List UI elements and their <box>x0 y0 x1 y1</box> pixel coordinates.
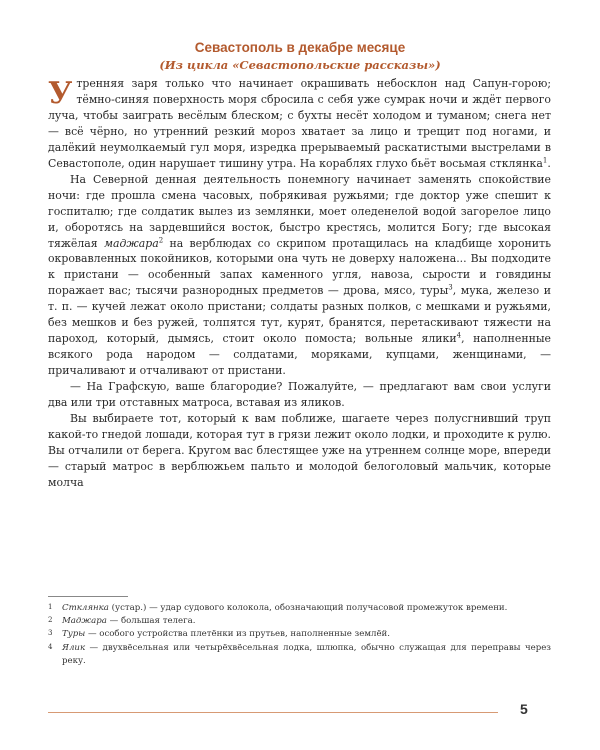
footnote-term: Маджара <box>62 616 107 627</box>
paragraph-4: Вы выбираете тот, который к вам поближе, шагаете через полусгнивший труп какой-то гнедой лошади, которая тут в грязи лежит около лодки, и проходите к рулю. Вы отчалили от берега. Кругом вас блестящее уже на утреннем солнце море, впереди — старый матрос в верблюжьем пальто и молодой белоголовый мальчик, которые молча <box>48 412 551 489</box>
page-subtitle: (Из цикла «Севастопольские рассказы») <box>159 58 441 72</box>
paragraph-3: — На Графскую, ваше благородие? Пожалуйте, — предлагают вам свои услуги два или три отставных матроса, вставая из яликов. <box>48 380 551 410</box>
paragraph-1-end: . <box>547 156 551 170</box>
footnote-number: 3 <box>48 629 53 638</box>
footnote-text: — двухвёсельная или четырёхвёсельная лодка, шлюпка, обычно служащая для переправы через реку. <box>62 642 551 666</box>
footnote-4 <box>48 642 551 668</box>
footnote-term: Ялик <box>62 642 86 653</box>
paragraph-2-italic-term: маджара <box>103 236 159 250</box>
paragraph-1-text: тренняя заря только что начинает окрашивать небосклон над Сапун-горою; тёмно-синяя поверхность моря сбросила с себя уже сумрак ночи и ждёт первого луча, чтобы заиграть весёлым блеском; с бухты несёт холодом и туманом; снега нет — всё чёрно, но утренний резкий мороз хватает за лицо и трещит под ногами, и далёкий неумолкаемый гул моря, изредка прерываемый раскатистыми выстрелами в Севастополе, один нарушает тишину утра. На кораблях глухо бьёт восьмая стклянка <box>48 77 551 170</box>
footnote-3 <box>48 628 551 641</box>
page-title: Севастополь в декабре месяце <box>194 40 406 55</box>
paragraph-2 <box>48 172 551 379</box>
main-text <box>48 76 551 491</box>
drop-cap: У <box>48 76 73 111</box>
footnote-term: Стклянка <box>62 603 109 613</box>
footnote-number: 2 <box>48 616 53 625</box>
footnote-text: (устар.) — удар судового колокола, обозначающий получасовой промежуток времени. <box>108 603 508 613</box>
footnote-ref-2: 2 <box>158 235 164 244</box>
footnote-ref-1: 1 <box>542 156 548 165</box>
paragraph-2-text-a: На Северной денная деятельность понемногу начинает заменять спокойствие ночи: где прошла смена часовых, побрякивая ружьями; где доктор уже спешит к госпиталю; где солдатик вылез из землянки, моет оледенелой водой загорелое лицо и, оборотясь на зардевшийся восток, быстро крестясь, молится Богу; где высокая тяжёлая <box>48 172 551 250</box>
footnote-term: Туры <box>62 629 86 640</box>
footnote-2 <box>48 615 551 628</box>
paragraph-2-text-d: , наполненные всякого рода народом — солдатами, моряками, купцами, женщинами, — причаливают и отчаливают от пристани. <box>48 332 551 378</box>
footnote-ref-3: 3 <box>448 283 453 292</box>
paragraph-2-text-b: на верблюдах со скрипом протащилась на кладбище хоронить окровавленных покойников, которыми она чуть не доверху наложена... Вы подходите к пристани — особенный запах каменного угля, навоза, сырости и говядины поражает вас; тысячи разнородных предметов — дрова, мясо, туры <box>48 236 551 298</box>
paragraph-2-text-c: , мука, железо и т. п. — кучей лежат около пристани; солдаты разных полков, с мешками и ружьями, без мешков и без ружей, толпятся тут, курят, бранятся, перетаскивают тяжести на пароход, который, дымясь, стоит около помоста; вольные ялики <box>48 284 551 346</box>
footnote-ref-4: 4 <box>456 331 462 340</box>
paragraph-1 <box>48 76 551 172</box>
page-number: 5 <box>520 701 528 717</box>
footnote-1 <box>48 602 551 615</box>
footnote-number: 4 <box>48 642 53 651</box>
bottom-divider <box>48 712 498 713</box>
footnotes <box>48 602 551 668</box>
footnote-divider <box>48 596 128 597</box>
footnote-number: 1 <box>48 603 53 611</box>
footnote-text: — особого устройства плетёнки из прутьев, наполненные землёй. <box>85 629 391 640</box>
footnote-text: — большая телега. <box>106 616 196 627</box>
